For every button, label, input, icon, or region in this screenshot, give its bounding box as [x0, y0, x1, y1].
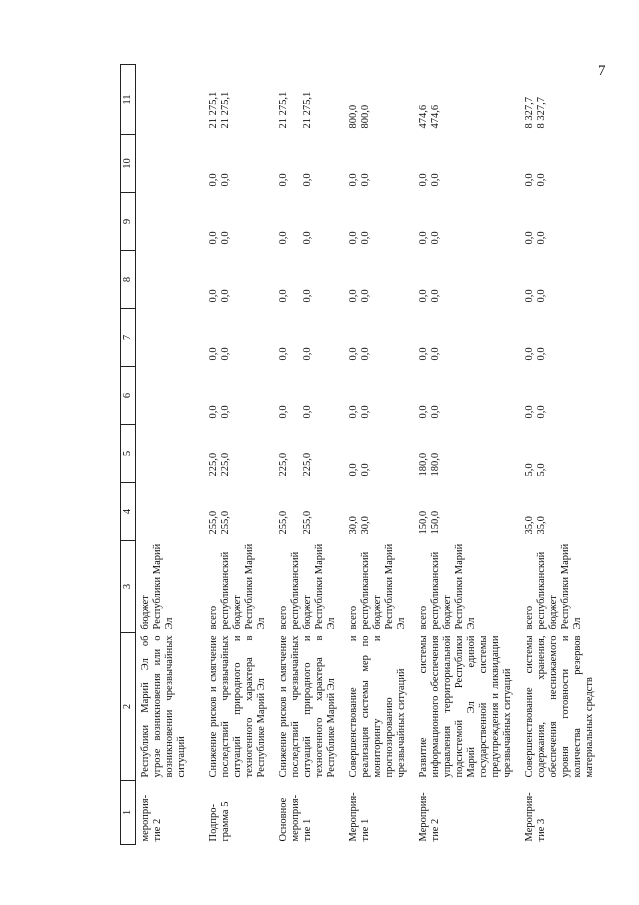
table-cell-c2: Снижение рисков и смягчение последствий чрезвычайных ситуаций природного и техногенного характера в Республике Марий Эл [207, 635, 267, 778]
table-cell-c9: 0,0 0,0 [347, 231, 371, 245]
table-cell-c11 [136, 65, 204, 135]
col-header-6: 6 [121, 367, 136, 425]
table-row [344, 65, 414, 845]
table-cell-c11: 800,0 800,0 [347, 104, 371, 129]
table-cell-c2: Республики Марий Эл об угрозе возникновения или о возникновении чрезвычайных ситуаций [140, 635, 187, 778]
table-cell-c6: 0,0 0,0 [277, 405, 313, 419]
table-cell-c6: 0,0 0,0 [207, 405, 231, 419]
table-cell-c5: 225,0 225,0 [277, 452, 313, 477]
table-cell-c1: Основное мероприя-тие 1 [277, 794, 313, 842]
table-cell-c3: всего республиканский бюджет Республики Марий Эл [417, 543, 477, 630]
table-cell-c7: 0,0 0,0 [207, 347, 231, 361]
col-header-10: 10 [121, 135, 136, 193]
table-body [136, 65, 602, 845]
table-cell-c1: Мероприя-тие 1 [347, 792, 371, 842]
table-cell-c10: 0,0 0,0 [277, 173, 313, 187]
col-header-11: 11 [121, 65, 136, 135]
table-cell-c5: 5,0 5,0 [523, 463, 547, 477]
col-header-3: 3 [121, 541, 136, 633]
table-cell-c11: 21 275,1 21 275,1 [277, 91, 313, 129]
table-cell-c10: 0,0 0,0 [523, 173, 547, 187]
table-cell-c2: Снижение рисков и смягчение последствий чрезвычайных ситуаций природного и техногенного характера в Республике Марий Эл [277, 635, 337, 778]
col-header-9: 9 [121, 193, 136, 251]
table-cell-c5 [136, 425, 204, 483]
col-header-8: 8 [121, 251, 136, 309]
table-cell-c5: 0,0 0,0 [347, 463, 371, 477]
table-row [520, 65, 602, 845]
table-cell-c11: 474,6 474,6 [417, 104, 441, 129]
table-cell-c2: Совершенствование и реализация системы мер по мониторингу и прогнозированию чрезвычайных ситуаций [347, 635, 407, 778]
table-cell-c6: 0,0 0,0 [417, 405, 441, 419]
col-header-1: 1 [121, 781, 136, 845]
table-cell-c7: 0,0 0,0 [347, 347, 371, 361]
table-cell-c9: 0,0 0,0 [207, 231, 231, 245]
table-cell-c7 [136, 309, 204, 367]
table-cell-c3: бюджет Республики Марий Эл [140, 543, 175, 630]
table-cell-c10: 0,0 0,0 [347, 173, 371, 187]
table-cell-c10: 0,0 0,0 [207, 173, 231, 187]
col-header-2: 2 [121, 633, 136, 781]
table-cell-c11: 21 275,1 21 275,1 [207, 91, 231, 129]
table-row [136, 65, 204, 845]
table-cell-c9: 0,0 0,0 [277, 231, 313, 245]
table-cell-c10: 0,0 0,0 [417, 173, 441, 187]
table-cell-c6: 0,0 0,0 [347, 405, 371, 419]
table-cell-c8 [136, 251, 204, 309]
col-header-7: 7 [121, 309, 136, 367]
table-cell-c3: всего республиканский бюджет Республики Марий Эл [523, 543, 583, 630]
table-cell-c6: 0,0 0,0 [523, 405, 547, 419]
table-row [204, 65, 274, 845]
table-cell-c8: 0,0 0,0 [347, 289, 371, 303]
table-cell-c3: всего республиканский бюджет Республики Марий Эл [207, 543, 267, 630]
table-cell-c6 [136, 367, 204, 425]
table-cell-c3: всего республиканский бюджет Республики Марий Эл [277, 543, 337, 630]
table-cell-c1: мероприя-тие 2 [140, 794, 163, 842]
table-cell-c2: Совершенствование системы содержания, хранения, обеспечения неснижаемого уровня готовности и количества резервов материальных средств [523, 635, 595, 778]
table-cell-c7: 0,0 0,0 [277, 347, 313, 361]
table-cell-c4: 255,0 255,0 [207, 510, 231, 535]
table-cell-c7: 0,0 0,0 [523, 347, 547, 361]
table-cell-c8: 0,0 0,0 [277, 289, 313, 303]
table-cell-c8: 0,0 0,0 [207, 289, 231, 303]
table-rotated-container [120, 65, 595, 845]
table-cell-c4: 255,0 255,0 [277, 510, 313, 535]
table-cell-c1: Мероприя-тие 3 [523, 792, 547, 842]
col-header-4: 4 [121, 483, 136, 541]
table-row [414, 65, 520, 845]
table-cell-c1: Мероприя-тие 2 [417, 792, 441, 842]
table-cell-c2: Развитие системы информационного обеспечения управления территориальной подсистемой Республики Марий Эл единой государственной системы предупреждения и ликвидации чрезвычайных ситуаций [417, 635, 513, 778]
table-cell-c4: 35,0 35,0 [523, 516, 547, 535]
table-cell-c9 [136, 193, 204, 251]
table-cell-c9: 0,0 0,0 [417, 231, 441, 245]
table-cell-c4: 150,0 150,0 [417, 510, 441, 535]
table-cell-c1: Подпро-грамма 5 [207, 801, 231, 842]
table-cell-c11: 8 327,7 8 327,7 [523, 97, 547, 129]
table-cell-c7: 0,0 0,0 [417, 347, 441, 361]
table-cell-c5: 180,0 180,0 [417, 452, 441, 477]
table-cell-c9: 0,0 0,0 [523, 231, 547, 245]
table-cell-c4 [136, 483, 204, 541]
col-header-5: 5 [121, 425, 136, 483]
table-cell-c8: 0,0 0,0 [417, 289, 441, 303]
table-cell-c3: всего республиканский бюджет Республики Марий Эл [347, 543, 407, 630]
table-cell-c4: 30,0 30,0 [347, 516, 371, 535]
table-row [274, 65, 344, 845]
table-cell-c5: 225,0 225,0 [207, 452, 231, 477]
budget-table [120, 64, 602, 845]
header-row [121, 65, 136, 845]
table-cell-c8: 0,0 0,0 [523, 289, 547, 303]
table-cell-c10 [136, 135, 204, 193]
page-number: 7 [598, 63, 606, 79]
